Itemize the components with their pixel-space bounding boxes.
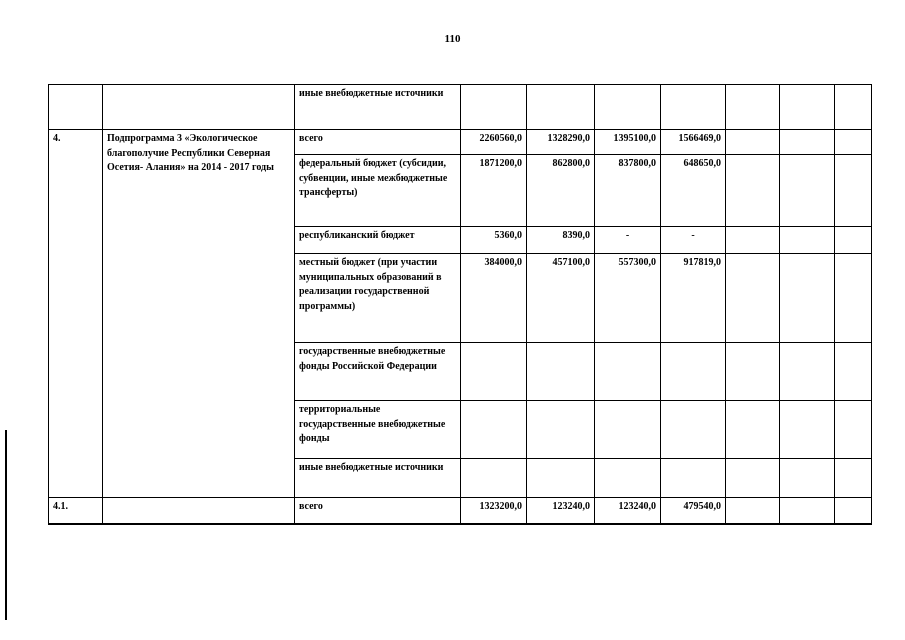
- funding-source: республиканский бюджет: [295, 227, 461, 254]
- value-cell: 1871200,0: [461, 155, 527, 227]
- empty-cell: [780, 227, 835, 254]
- value-cell: -: [661, 227, 726, 254]
- empty-cell: [780, 459, 835, 498]
- value-cell: [527, 343, 595, 401]
- empty-cell: [726, 85, 780, 130]
- funding-source: государственные внебюджетные фонды Российской Федерации: [295, 343, 461, 401]
- funding-source: местный бюджет (при участии муниципальных образований в реализации государственной программы): [295, 254, 461, 343]
- row-index: [49, 85, 103, 130]
- funding-source: федеральный бюджет (субсидии, субвенции, иные межбюджетные трансферты): [295, 155, 461, 227]
- empty-cell: [835, 155, 872, 227]
- value-cell: 457100,0: [527, 254, 595, 343]
- value-cell: 2260560,0: [461, 130, 527, 155]
- value-cell: [461, 459, 527, 498]
- value-cell: [527, 401, 595, 459]
- value-cell: 1395100,0: [595, 130, 661, 155]
- empty-cell: [835, 130, 872, 155]
- empty-cell: [835, 85, 872, 130]
- empty-cell: [835, 254, 872, 343]
- value-cell: [661, 343, 726, 401]
- empty-cell: [726, 227, 780, 254]
- value-cell: 479540,0: [661, 498, 726, 524]
- table-row: [49, 498, 872, 524]
- value-cell: [661, 401, 726, 459]
- value-cell: [595, 85, 661, 130]
- value-cell: [595, 459, 661, 498]
- row-index: 4.1.: [49, 498, 103, 524]
- value-cell: 1323200,0: [461, 498, 527, 524]
- funding-source: всего: [295, 130, 461, 155]
- empty-cell: [726, 459, 780, 498]
- value-cell: 123240,0: [595, 498, 661, 524]
- empty-cell: [780, 498, 835, 524]
- funding-source: всего: [295, 498, 461, 524]
- empty-cell: [726, 254, 780, 343]
- empty-cell: [835, 227, 872, 254]
- value-cell: 123240,0: [527, 498, 595, 524]
- value-cell: 862800,0: [527, 155, 595, 227]
- empty-cell: [726, 155, 780, 227]
- value-cell: 1566469,0: [661, 130, 726, 155]
- funding-source: иные внебюджетные источники: [295, 85, 461, 130]
- empty-cell: [726, 498, 780, 524]
- table-row: [49, 130, 872, 155]
- program-title: [103, 85, 295, 130]
- program-title: [103, 498, 295, 524]
- empty-cell: [780, 401, 835, 459]
- empty-cell: [780, 254, 835, 343]
- empty-cell: [835, 401, 872, 459]
- value-cell: [527, 459, 595, 498]
- value-cell: 917819,0: [661, 254, 726, 343]
- value-cell: [461, 401, 527, 459]
- value-cell: [461, 343, 527, 401]
- value-cell: 8390,0: [527, 227, 595, 254]
- value-cell: [661, 85, 726, 130]
- page-number: 110: [444, 33, 461, 45]
- funding-source: территориальные государственные внебюджетные фонды: [295, 401, 461, 459]
- empty-cell: [780, 343, 835, 401]
- empty-cell: [726, 401, 780, 459]
- value-cell: [595, 343, 661, 401]
- value-cell: [661, 459, 726, 498]
- funding-source: иные внебюджетные источники: [295, 459, 461, 498]
- empty-cell: [835, 343, 872, 401]
- empty-cell: [835, 459, 872, 498]
- table-row: [49, 85, 872, 130]
- row-index: 4.: [49, 130, 103, 498]
- value-cell: 1328290,0: [527, 130, 595, 155]
- value-cell: 837800,0: [595, 155, 661, 227]
- value-cell: [461, 85, 527, 130]
- value-cell: [527, 85, 595, 130]
- empty-cell: [835, 498, 872, 524]
- empty-cell: [780, 155, 835, 227]
- budget-table: [48, 84, 872, 525]
- value-cell: 557300,0: [595, 254, 661, 343]
- value-cell: 5360,0: [461, 227, 527, 254]
- empty-cell: [726, 343, 780, 401]
- value-cell: 648650,0: [661, 155, 726, 227]
- value-cell: -: [595, 227, 661, 254]
- empty-cell: [726, 130, 780, 155]
- empty-cell: [780, 85, 835, 130]
- value-cell: [595, 401, 661, 459]
- empty-cell: [780, 130, 835, 155]
- scan-margin-line: [5, 430, 7, 620]
- value-cell: 384000,0: [461, 254, 527, 343]
- program-title: Подпрограмма 3 «Экологическое благополучие Республики Северная Осетия- Алания» на 2014 - 2017 годы: [103, 130, 295, 498]
